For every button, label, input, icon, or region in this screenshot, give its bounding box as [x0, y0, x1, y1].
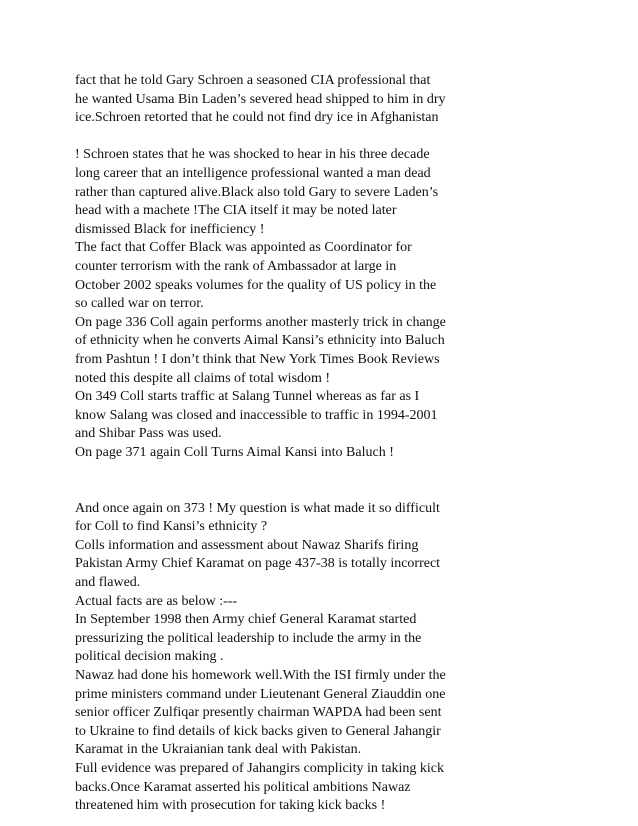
text-line: In September 1998 then Army chief General Karamat started — [75, 612, 417, 628]
text-line: prime ministers command under Lieutenant General Ziauddin one — [75, 686, 446, 702]
text-line: rather than captured alive.Black also told Gary to severe Laden’s — [75, 184, 439, 200]
text-line: ! Schroen states that he was shocked to hear in his three decade — [75, 147, 430, 163]
text-line: On 349 Coll starts traffic at Salang Tunnel whereas as far as I — [75, 389, 420, 405]
text-line: backs.Once Karamat asserted his political ambitions Nawaz — [75, 779, 411, 795]
text-line: political decision making . — [75, 649, 224, 665]
text-line: from Pashtun ! I don’t think that New York Times Book Reviews — [75, 351, 440, 367]
text-line: ice.Schroen retorted that he could not find dry ice in Afghanistan — [75, 110, 439, 126]
text-line: senior officer Zulfiqar presently chairman WAPDA had been sent — [75, 705, 442, 721]
text-line: And once again on 373 ! My question is what made it so difficult — [75, 500, 440, 516]
text-line: dismissed Black for inefficiency ! — [75, 221, 265, 237]
text-line: Full evidence was prepared of Jahangirs complicity in taking kick — [75, 760, 444, 776]
text-line: October 2002 speaks volumes for the quality of US policy in the — [75, 277, 437, 293]
text-line: of ethnicity when he converts Aimal Kansi’s ethnicity into Baluch — [75, 333, 445, 349]
text-line: he wanted Usama Bin Laden’s severed head shipped to him in dry — [75, 91, 446, 107]
text-line: Actual facts are as below :--- — [75, 593, 238, 609]
blank-line — [75, 481, 495, 500]
body-text — [75, 72, 495, 816]
text-line: Nawaz had done his homework well.With the ISI firmly under the — [75, 668, 446, 683]
text-line: head with a machete !The CIA itself it may be noted later — [75, 203, 397, 219]
text-line: so called war on terror. — [75, 296, 204, 312]
text-line: pressurizing the political leadership to include the army in the — [75, 630, 422, 646]
text-line: Karamat in the Ukraianian tank deal with Pakistan. — [75, 742, 362, 758]
text-line: know Salang was closed and inaccessible to traffic in 1994-2001 — [75, 407, 438, 423]
text-line: fact that he told Gary Schroen a seasoned CIA professional that — [75, 73, 431, 88]
text-line: threatened him with prosecution for taking kick backs ! — [75, 798, 386, 814]
text-line: The fact that Coffer Black was appointed as Coordinator for — [75, 240, 412, 256]
text-line: long career that an intelligence professional wanted a man dead — [75, 165, 431, 181]
text-line: On page 336 Coll again performs another masterly trick in change — [75, 314, 446, 330]
text-line: to Ukraine to find details of kick backs given to General Jahangir — [75, 723, 441, 739]
blank-line — [75, 462, 495, 481]
text-line: On page 371 again Coll Turns Aimal Kansi into Baluch ! — [75, 444, 394, 460]
text-line: Pakistan Army Chief Karamat on page 437-38 is totally incorrect — [75, 556, 441, 572]
text-line: noted this despite all claims of total wisdom ! — [75, 370, 331, 386]
text-line: for Coll to find Kansi’s ethnicity ? — [75, 519, 268, 535]
blank-line — [75, 128, 495, 147]
text-line: and Shibar Pass was used. — [75, 426, 222, 442]
text-line: counter terrorism with the rank of Ambassador at large in — [75, 258, 397, 274]
text-line: and flawed. — [75, 575, 141, 591]
text-line: Colls information and assessment about Nawaz Sharifs firing — [75, 537, 419, 553]
